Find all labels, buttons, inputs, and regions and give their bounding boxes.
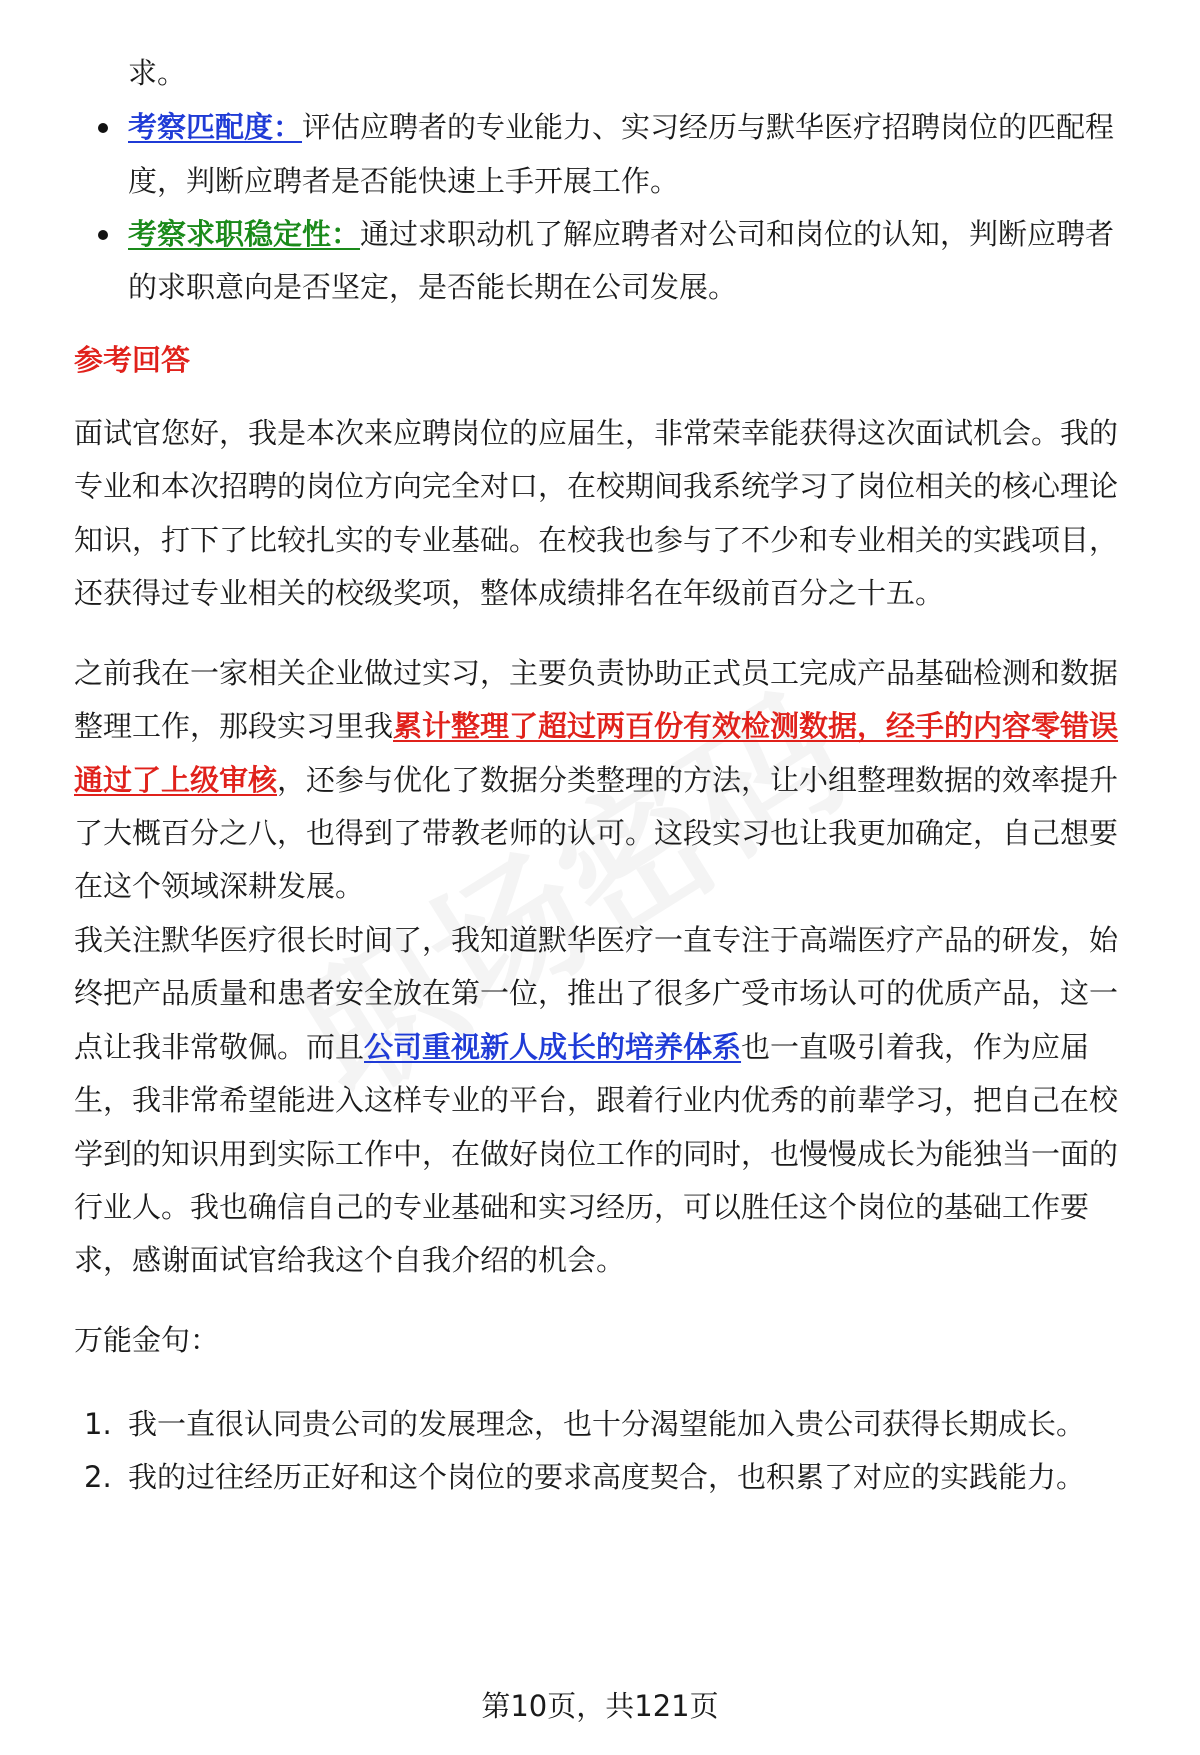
para1-line: 还获得过专业相关的校级奖项，整体成绩排名在年级前百分之十五。 <box>74 576 945 610</box>
section-title: 参考回答 <box>74 343 191 377</box>
bullet-match-line2: 度，判断应聘者是否能快速上手开展工作。 <box>128 164 680 198</box>
para3-line: 生，我非常希望能进入这样专业的平台，跟着行业内优秀的前辈学习，把自己在校 <box>74 1083 1119 1117</box>
bullet-stability-line1: 考察求职稳定性：通过求职动机了解应聘者对公司和岗位的认知，判断应聘者 <box>128 217 1115 251</box>
para1-line: 面试官您好，我是本次来应聘岗位的应届生，非常荣幸能获得这次面试机会。我的 <box>74 416 1119 450</box>
golden-title: 万能金句： <box>74 1323 220 1357</box>
bullet-match-label: 考察匹配度： <box>128 110 303 144</box>
list-number: 2. <box>84 1460 112 1494</box>
bullet-dot <box>98 230 108 240</box>
golden-item: 我的过往经历正好和这个岗位的要求高度契合，也积累了对应的实践能力。 <box>128 1460 1086 1494</box>
list-number: 1. <box>84 1407 112 1441</box>
para2-line: 了大概百分之八，也得到了带教老师的认可。这段实习也让我更加确定，自己想要 <box>74 816 1119 850</box>
para3-line: 学到的知识用到实际工作中，在做好岗位工作的同时，也慢慢成长为能独当一面的 <box>74 1137 1119 1171</box>
para2-line: 之前我在一家相关企业做过实习，主要负责协助正式员工完成产品基础检测和数据 <box>74 656 1119 690</box>
para3-line: 点让我非常敬佩。而且公司重视新人成长的培养体系也一直吸引着我，作为应届 <box>74 1030 1090 1064</box>
page-footer: 第10页，共121页 <box>481 1689 719 1723</box>
para2-line: 在这个领域深耕发展。 <box>74 869 365 903</box>
bullet-stability-label: 考察求职稳定性： <box>128 217 361 251</box>
highlight-red: 通过了上级审核 <box>74 763 278 797</box>
golden-item: 我一直很认同贵公司的发展理念，也十分渴望能加入贵公司获得长期成长。 <box>128 1407 1086 1441</box>
para1-line: 知识，打下了比较扎实的专业基础。在校我也参与了不少和专业相关的实践项目， <box>74 523 1119 557</box>
para1-line: 专业和本次招聘的岗位方向完全对口，在校期间我系统学习了岗位相关的核心理论 <box>74 469 1119 503</box>
para3-line: 求，感谢面试官给我这个自我介绍的机会。 <box>74 1243 626 1277</box>
bullet-stability-line2: 的求职意向是否坚定，是否能长期在公司发展。 <box>128 270 738 304</box>
para2-line: 通过了上级审核，还参与优化了数据分类整理的方法，让小组整理数据的效率提升 <box>74 763 1119 797</box>
bullet-dot <box>98 123 108 133</box>
bullet-match-line1: 考察匹配度：评估应聘者的专业能力、实习经历与默华医疗招聘岗位的匹配程 <box>128 110 1115 144</box>
highlight-red: 累计整理了超过两百份有效检测数据，经手的内容零错误 <box>393 709 1119 743</box>
para3-line: 终把产品质量和患者安全放在第一位，推出了很多广受市场认可的优质产品，这一 <box>74 976 1119 1010</box>
para3-line: 我关注默华医疗很长时间了，我知道默华医疗一直专注于高端医疗产品的研发，始 <box>74 923 1119 957</box>
para2-line: 整理工作，那段实习里我累计整理了超过两百份有效检测数据，经手的内容零错误 <box>74 709 1119 743</box>
highlight-blue: 公司重视新人成长的培养体系 <box>364 1030 742 1064</box>
para3-line: 行业人。我也确信自己的专业基础和实习经历，可以胜任这个岗位的基础工作要 <box>74 1190 1090 1224</box>
intro-tail: 求。 <box>128 56 187 90</box>
